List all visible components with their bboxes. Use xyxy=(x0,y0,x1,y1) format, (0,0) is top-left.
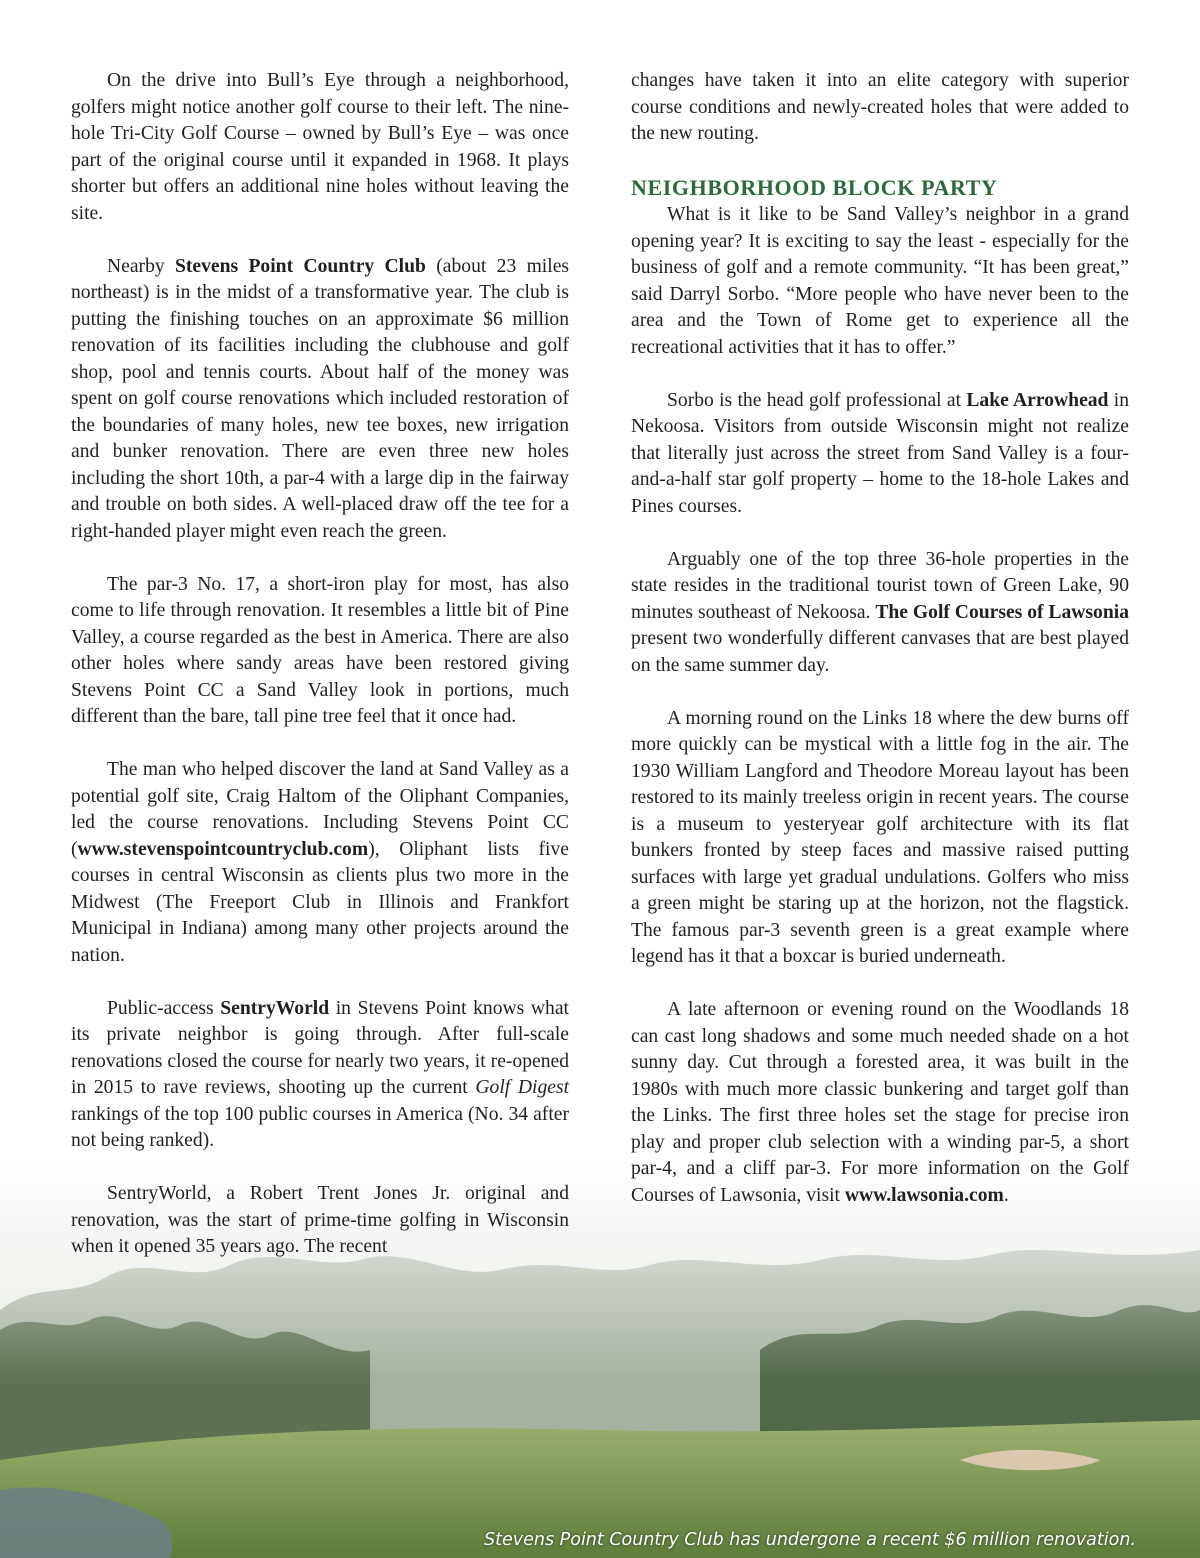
right-paragraph-6: A late afternoon or evening round on the Woodlands 18 can cast long shadows and some much needed shade on a hot sunny day. Cut through a forested area, it was built in the 1980s with much more classic bunkering and target golf than the Links. The first three holes set the stage for precise iron play and proper club selection with a winding par-5, a short par-4, and a cliff par-3. For more information on the Golf Courses of Lawsonia, visit www.lawsonia.com. xyxy=(631,999,1129,1206)
sentryworld-name: SentryWorld xyxy=(220,997,330,1019)
right-paragraph-3: Sorbo is the head golf professional at Lake Arrowhead in Nekoosa. Visitors from outside Wisconsin might not realize that literally just across the street from Sand Valley is a four-and-a-half star golf property – home to the 18-hole Lakes and Pines courses. xyxy=(631,389,1130,517)
left-paragraph-3: The par-3 No. 17, a short-iron play for most, has also come to life through renovation. It resembles a little bit of Pine Valley, a course regarded as the best in America. There are also other holes where sandy areas have been restored giving Stevens Point CC a Sand Valley look in portions, much different than the bare, tall pine tree feel that it once had. xyxy=(71,573,569,727)
lawsonia-name: The Golf Courses of Lawsonia xyxy=(875,601,1129,623)
right-paragraph-2: What is it like to be Sand Valley’s neighbor in a grand opening year? It is exciting to say the least - especially for the business of golf and a remote community. “It has been great,” said Darryl Sorbo. “More people who have never been to the area and the Town of Rome get to experience all the recreational activities that it has to offer.” xyxy=(631,204,1129,358)
right-paragraph-5: A morning round on the Links 18 where the dew burns off more quickly can be mystical with a little fog in the air. The 1930 William Langford and Theodore Moreau layout has been restored to its mainly treeless origin in recent years. The course is a museum to yesteryear golf architecture with its flat bunkers fronted by steep faces and massive raised putting surfaces with large yet gradual undulations. Golfers who miss a green might be staring up at the horizon, not the flagstick. The famous par-3 seventh green is a great example where legend has it that a boxcar is buried underneath. xyxy=(631,707,1129,967)
golf-digest-title: Golf Digest xyxy=(475,1077,570,1098)
section-heading: NEIGHBORHOOD BLOCK PARTY xyxy=(631,175,998,200)
lake-arrowhead-name: Lake Arrowhead xyxy=(966,389,1109,411)
photo-caption: Stevens Point Country Club has undergone a recent $6 million renovation. xyxy=(484,1530,1136,1550)
left-paragraph-2: Nearby Stevens Point Country Club (about 23 miles northeast) is in the midst of a transformative year. The club is putting the finishing touches on an approximate $6 million renovation of its facilities including the clubhouse and golf shop, pool and tennis courts. About half of the money was spent on golf course renovations which included restoration of the boundaries of many holes, new tee boxes, new irrigation and bunker renovation. There are even three new holes including the short 10th, a par-4 with a large dip in the fairway and trouble on both sides. A well-placed draw off the tee for a right-handed player might even reach the green. xyxy=(71,255,570,542)
stevens-point-url: www.stevenspointcountryclub.com xyxy=(77,838,369,860)
lawsonia-url: www.lawsonia.com xyxy=(844,1184,1004,1206)
left-paragraph-1: On the drive into Bull’s Eye through a neighborhood, golfers might notice another golf course to their left. The nine-hole Tri-City Golf Course – owned by Bull’s Eye – was once part of the original course until it expanded in 1968. It plays shorter but offers an additional nine holes without leaving the site. xyxy=(71,70,569,224)
left-paragraph-6: SentryWorld, a Robert Trent Jones Jr. original and renovation, was the start of prime-time golfing in Wisconsin when it opened 35 years ago. The recent xyxy=(71,1183,569,1257)
right-paragraph-continued: changes have taken it into an elite category with superior course conditions and newly-created holes that were added to the new routing. xyxy=(631,70,1129,144)
right-column xyxy=(631,68,1129,1209)
left-paragraph-4: The man who helped discover the land at Sand Valley as a potential golf site, Craig Haltom of the Oliphant Companies, led the course renovations. Including Stevens Point CC (www.stevenspointcountryclub.com), Oliphant lists five courses in central Wisconsin as clients plus two more in the Midwest (The Freeport Club in Illinois and Frankfort Municipal in Indiana) among many other projects around the nation. xyxy=(71,759,569,966)
left-column xyxy=(71,68,569,1261)
left-paragraph-5: Public-access SentryWorld in Stevens Point knows what its private neighbor is going through. After full-scale renovations closed the course for nearly two years, it re-opened in 2015 to rave reviews, shooting up the current Golf Digest rankings of the top 100 public courses in America (No. 34 after not being ranked). xyxy=(71,997,570,1151)
right-paragraph-4: Arguably one of the top three 36-hole properties in the state resides in the traditional tourist town of Green Lake, 90 minutes southeast of Nekoosa. The Golf Courses of Lawsonia present two wonderfully different canvases that are best played on the same summer day. xyxy=(631,548,1129,676)
stevens-point-country-club-name: Stevens Point Country Club xyxy=(175,255,426,277)
